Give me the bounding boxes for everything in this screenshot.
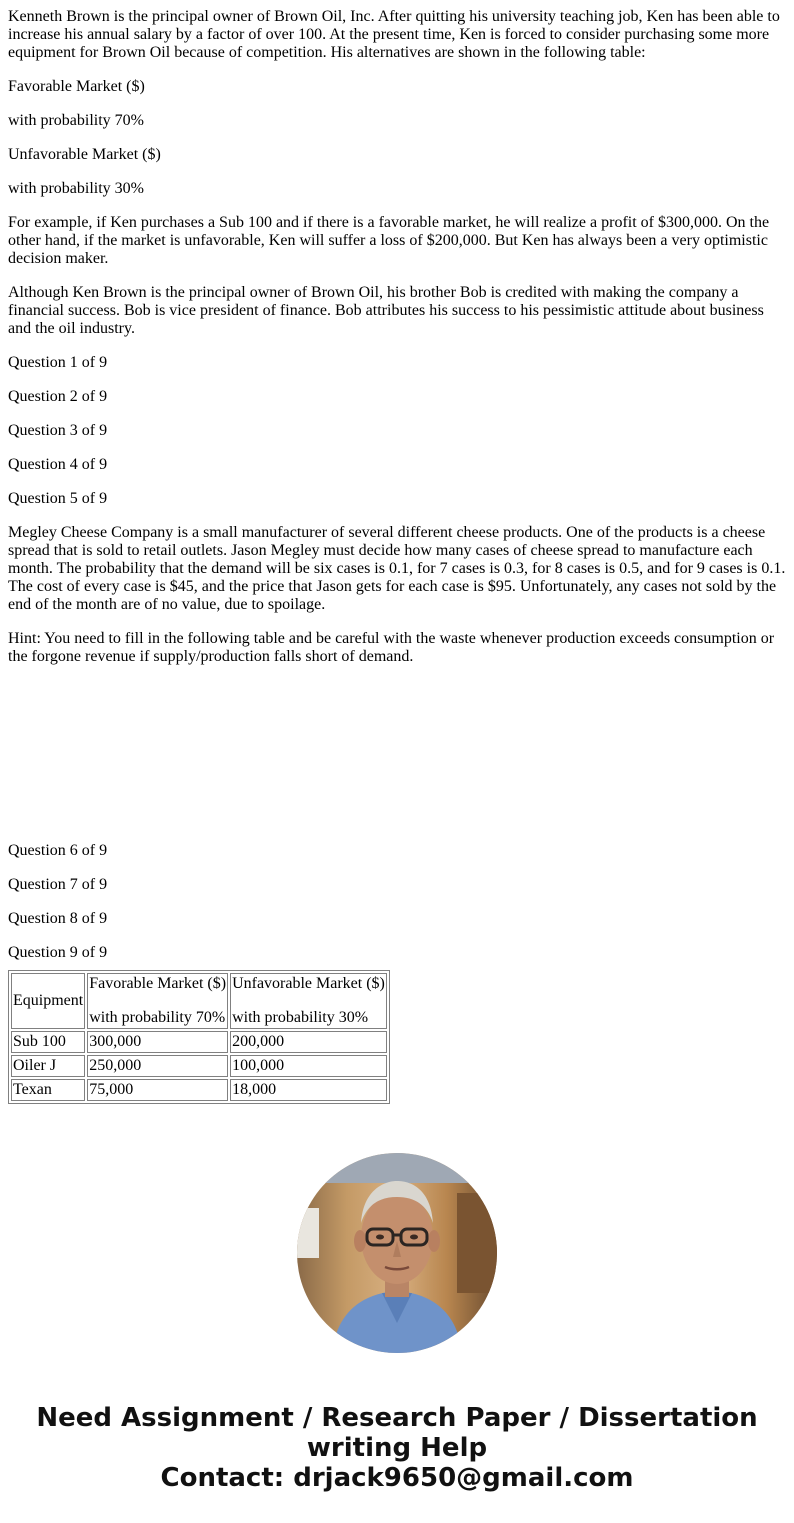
favorable-probability: with probability 70% xyxy=(8,112,144,129)
equipment-name: Sub 100 xyxy=(11,1031,85,1053)
favorable-value: 75,000 xyxy=(87,1079,228,1101)
unfavorable-label: Unfavorable Market ($) xyxy=(8,146,161,163)
header-favorable xyxy=(87,973,228,1029)
table-row xyxy=(11,1055,387,1077)
promo-line: writing Help xyxy=(306,1433,488,1463)
favorable-label: Favorable Market ($) xyxy=(8,78,145,95)
question-heading: Question 2 of 9 xyxy=(8,388,108,405)
favorable-value: 250,000 xyxy=(87,1055,228,1077)
question-heading: Question 6 of 9 xyxy=(8,842,108,859)
table-header-row xyxy=(11,973,387,1029)
promo-contact: Contact: drjack9650@gmail.com xyxy=(160,1463,634,1493)
hint-paragraph: Hint: You need to fill in the following table and be careful with the waste whenever production exceeds consumption or the forgone revenue if supply/production falls short of demand. xyxy=(8,630,775,665)
favorable-value: 300,000 xyxy=(87,1031,228,1053)
promo-line: Need Assignment / Research Paper / Dissertation xyxy=(36,1403,758,1433)
megley-paragraph: Megley Cheese Company is a small manufacturer of several different cheese products. One of the products is a cheese spread that is sold to retail outlets. Jason Megley must decide how many cases of cheese spread to manufacture each month. The probability that the demand will be six cases is 0.1, for 7 cases is 0.3, for 8 cases is 0.5, and for 9 cases is 0.1. The cost of every case is $45, and the price that Jason gets for each case is $95. Unfortunately, any cases not sold by the end of the month are of no value, due to spoilage. xyxy=(8,524,786,613)
unfavorable-probability: with probability 30% xyxy=(8,180,144,197)
question-heading: Question 5 of 9 xyxy=(8,490,108,507)
question-heading: Question 9 of 9 xyxy=(8,944,108,961)
question-heading: Question 8 of 9 xyxy=(8,910,108,927)
avatar-portrait-image xyxy=(297,1153,497,1353)
question-heading: Question 3 of 9 xyxy=(8,422,108,439)
avatar xyxy=(297,1153,497,1353)
table-row xyxy=(11,1079,387,1101)
question-heading: Question 7 of 9 xyxy=(8,876,108,893)
equipment-name: Texan xyxy=(11,1079,85,1101)
question-heading: Question 1 of 9 xyxy=(8,354,108,371)
header-unfavorable-probability: with probability 30% xyxy=(232,1009,369,1026)
bob-paragraph: Although Ken Brown is the principal owner of Brown Oil, his brother Bob is credited with making the company a financial success. Bob is vice president of finance. Bob attributes his success to his pessimistic attitude about business and the oil industry. xyxy=(8,284,764,337)
blank-space xyxy=(8,666,786,842)
header-favorable-probability: with probability 70% xyxy=(89,1009,226,1026)
unfavorable-value: 200,000 xyxy=(230,1031,387,1053)
example-paragraph: For example, if Ken purchases a Sub 100 and if there is a favorable market, he will realize a profit of $300,000. On the other hand, if the market is unfavorable, Ken will suffer a loss of $200,000. But Ken has always been a very optimistic decision maker. xyxy=(8,214,770,267)
promo-banner xyxy=(0,1403,794,1493)
unfavorable-value: 18,000 xyxy=(230,1079,387,1101)
header-favorable-title: Favorable Market ($) xyxy=(89,975,227,992)
equipment-table xyxy=(8,970,390,1104)
unfavorable-value: 100,000 xyxy=(230,1055,387,1077)
intro-paragraph: Kenneth Brown is the principal owner of Brown Oil, Inc. After quitting his university teaching job, Ken has been able to increase his annual salary by a factor of over 100. At the present time, Ken is forced to consider purchasing some more equipment for Brown Oil because of competition. His alternatives are shown in the following table: xyxy=(8,8,780,61)
header-unfavorable-title: Unfavorable Market ($) xyxy=(232,975,385,992)
equipment-name: Oiler J xyxy=(11,1055,85,1077)
header-unfavorable xyxy=(230,973,387,1029)
question-heading: Question 4 of 9 xyxy=(8,456,108,473)
header-equipment: Equipment xyxy=(11,973,85,1029)
table-row xyxy=(11,1031,387,1053)
